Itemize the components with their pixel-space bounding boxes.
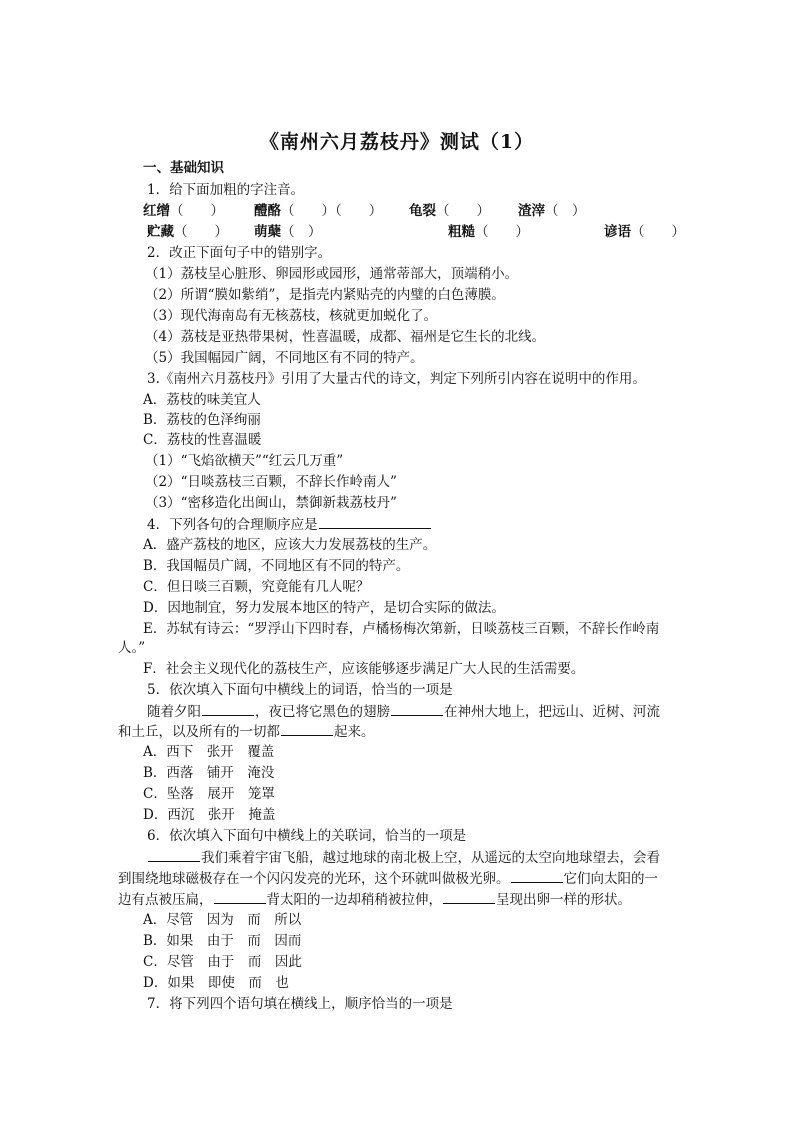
q5-sentence-text: 在神州大地上，把远山、近树、河流 bbox=[444, 704, 660, 720]
q1-word: 粗糙 bbox=[448, 224, 475, 240]
q1-item bbox=[143, 201, 224, 221]
q6-option: C．尽管 由于 而 因此 bbox=[143, 954, 302, 970]
answer-blank bbox=[319, 514, 431, 529]
q4-item: D．因地制宜，努力发展本地区的特产，是切合实际的做法。 bbox=[143, 600, 505, 616]
q5-sentence-text: 起来。 bbox=[334, 724, 375, 740]
q1-word: 醴酪 bbox=[254, 203, 281, 219]
q1-item bbox=[254, 222, 322, 242]
q6-passage bbox=[118, 889, 631, 910]
q6-passage bbox=[118, 868, 658, 889]
q5-sentence bbox=[147, 701, 660, 722]
section-heading: 一、基础知识 bbox=[143, 160, 224, 176]
answer-blank bbox=[391, 701, 443, 716]
q1-word: 红缯 bbox=[143, 203, 170, 219]
answer-blank bbox=[443, 889, 495, 904]
q1-paren: （ ） bbox=[631, 224, 685, 240]
q5-sentence-text: 和土丘，以及所有的一切都 bbox=[118, 724, 280, 740]
q1-word: 萌蘖 bbox=[254, 224, 281, 240]
q5-option: A．西下 张开 覆盖 bbox=[143, 744, 275, 760]
q5-sentence bbox=[118, 721, 375, 742]
q4-stem bbox=[147, 514, 432, 535]
q4-item: E．苏轼有诗云：“罗浮山下四时春，卢橘杨梅次第新，日啖荔枝三百颗，不辞长作岭南 bbox=[143, 621, 660, 637]
q1-paren: （ ） bbox=[170, 203, 224, 219]
q6-passage-text: 它们向太阳的一 bbox=[563, 871, 658, 887]
answer-blank bbox=[214, 889, 266, 904]
q6-option: D．如果 即使 而 也 bbox=[143, 975, 289, 991]
answer-blank bbox=[281, 721, 333, 736]
q4-item: 人。” bbox=[118, 640, 146, 656]
q1-word: 龟裂 bbox=[409, 203, 436, 219]
q1-item bbox=[604, 222, 685, 242]
q1-item bbox=[448, 222, 529, 242]
q5-option: B．西落 铺开 淹没 bbox=[143, 765, 275, 781]
q3-option: B．荔枝的色泽绚丽 bbox=[143, 412, 261, 428]
q2-stem: 2．改正下面句子中的错别字。 bbox=[147, 245, 332, 261]
answer-blank bbox=[148, 847, 200, 862]
q2-item: （1）荔枝呈心脏形、卵园形或园形，通常蒂部大，顶端稍小。 bbox=[145, 266, 519, 282]
q4-item: B．我国幅员广阔，不同地区有不同的特产。 bbox=[143, 558, 410, 574]
q4-item: F．社会主义现代化的荔枝生产，应该能够逐步满足广大人民的生活需要。 bbox=[143, 661, 585, 677]
q6-passage-text: 背太阳的一边却稍稍被拉伸， bbox=[266, 892, 442, 908]
q6-passage-text: 呈现出卵一样的形状。 bbox=[496, 892, 631, 908]
q3-item: （1）“飞焰欲横天”“红云几万重” bbox=[145, 453, 344, 469]
q6-option: B．如果 由于 而 因而 bbox=[143, 933, 302, 949]
q3-option: A．荔枝的味美宜人 bbox=[143, 392, 261, 408]
q1-word: 贮藏 bbox=[147, 224, 174, 240]
q6-passage bbox=[147, 847, 660, 868]
q1-word: 渣滓 bbox=[518, 203, 545, 219]
q4-stem-text: 4．下列各句的合理顺序应是 bbox=[147, 517, 318, 533]
q6-passage-text: 到围绕地球磁极存在一个闪闪发亮的光环，这个环就叫做极光卵。 bbox=[118, 871, 510, 887]
q1-paren: （ ） bbox=[436, 203, 490, 219]
q7-stem: 7．将下列四个语句填在横线上，顺序恰当的一项是 bbox=[147, 996, 453, 1012]
answer-blank bbox=[511, 868, 563, 883]
q2-item: （2）所谓“膜如紫绡”，是指壳内紧贴壳的内璧的白色薄膜。 bbox=[145, 287, 505, 303]
q2-item: （3）现代海南岛有无核荔枝，核就更加蜕化了。 bbox=[145, 308, 438, 324]
q1-paren: （ ） bbox=[281, 224, 322, 240]
q1-paren: （ ） bbox=[174, 224, 228, 240]
q5-sentence-text: ，夜已将它黑色的翅膀 bbox=[255, 704, 390, 720]
q2-item: （5）我国幅园广阔，不同地区有不同的特产。 bbox=[145, 350, 424, 366]
q3-item: （3）“密移造化出闽山，禁御新栽荔枝丹” bbox=[145, 495, 397, 511]
q1-item bbox=[254, 201, 382, 221]
q5-sentence-text: 随着夕阳 bbox=[147, 704, 201, 720]
q1-item bbox=[518, 201, 586, 221]
q4-item: A．盛产荔枝的地区，应该大力发展荔枝的生产。 bbox=[143, 537, 437, 553]
q1-stem: 1．给下面加粗的字注音。 bbox=[147, 182, 305, 198]
q1-paren: （ ）（ ） bbox=[281, 203, 383, 219]
q3-item: （2）“日啖荔枝三百颗，不辞长作岭南人” bbox=[145, 474, 397, 490]
q1-item bbox=[409, 201, 490, 221]
q1-item bbox=[147, 222, 228, 242]
q5-stem: 5．依次填入下面句中横线上的词语，恰当的一项是 bbox=[147, 682, 453, 698]
q1-paren: （ ） bbox=[545, 203, 586, 219]
q3-option: C．荔枝的性喜温暖 bbox=[143, 432, 262, 448]
q4-item: C．但日啖三百颗，究竟能有几人呢？ bbox=[143, 579, 370, 595]
q6-option: A．尽管 因为 而 所以 bbox=[143, 912, 302, 928]
answer-blank bbox=[202, 701, 254, 716]
q6-passage-text: 边有点被压扁， bbox=[118, 892, 213, 908]
q1-word: 谚语 bbox=[604, 224, 631, 240]
q6-stem: 6．依次填入下面句中横线上的关联词，恰当的一项是 bbox=[147, 828, 467, 844]
q3-stem: 3.《南州六月荔枝丹》引用了大量古代的诗文，判定下列所引内容在说明中的作用。 bbox=[147, 371, 646, 387]
q5-option: D．西沉 张开 掩盖 bbox=[143, 807, 276, 823]
q1-paren: （ ） bbox=[475, 224, 529, 240]
q2-item: （4）荔枝是亚热带果树，性喜温暖，成都、福州是它生长的北线。 bbox=[145, 329, 546, 345]
q6-passage-text: 我们乘着宇宙飞船，越过地球的南北极上空，从遥远的太空向地球望去，会看 bbox=[201, 850, 660, 866]
page-title: 《南州六月荔枝丹》测试（1） bbox=[259, 131, 535, 153]
q5-option: C．坠落 展开 笼罩 bbox=[143, 786, 275, 802]
